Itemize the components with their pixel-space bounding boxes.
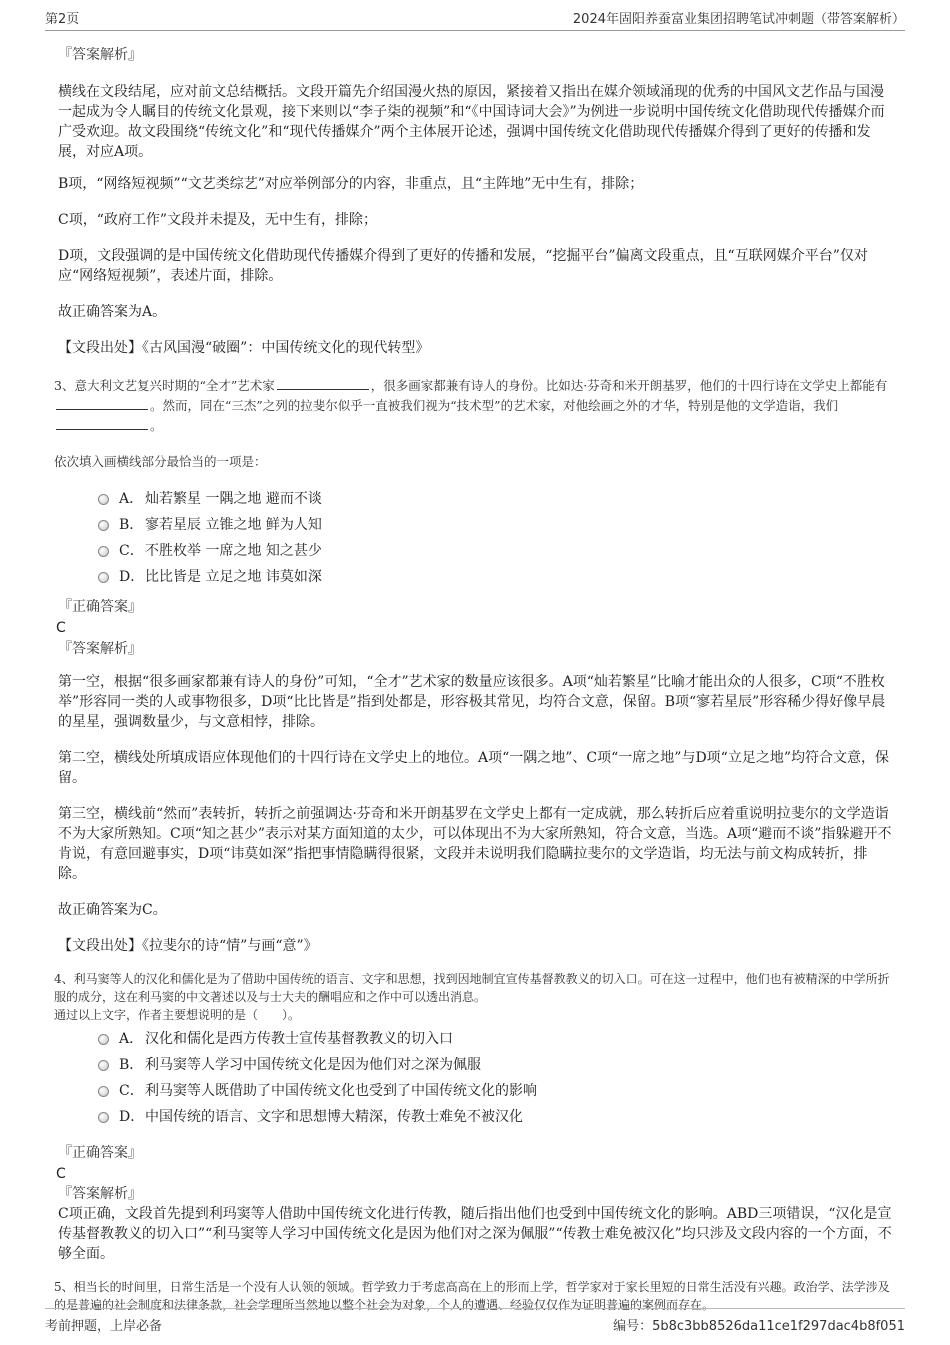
q2-conclusion: 故正确答案为A。	[58, 304, 167, 320]
q3-stem	[54, 376, 893, 436]
option-letter: A．	[119, 1031, 144, 1047]
q4-correct-label: 『正确答案』	[58, 1145, 142, 1161]
option-text: 汉化和儒化是西方传教士宣传基督教教义的切入口	[145, 1031, 453, 1047]
page-header	[45, 0, 905, 31]
q3-prompt: 依次填入画横线部分最恰当的一项是：	[54, 454, 267, 469]
q3-option-a[interactable]	[98, 486, 893, 512]
footer-slogan: 考前押题，上岸必备	[45, 1319, 163, 1334]
q2-source: 【文段出处】《古风国漫“破圈”：中国传统文化的现代转型》	[58, 340, 430, 356]
option-letter: A．	[119, 491, 144, 507]
q4-option-a[interactable]	[98, 1026, 893, 1052]
option-text: 中国传统的语言、文字和思想博大精深，传教士难免不被汉化	[145, 1109, 523, 1125]
q3-analysis-label: 『答案解析』	[58, 641, 142, 657]
page-footer	[45, 1308, 905, 1335]
document-code-value: 5b8c3bb8526da11ce1f297dac4b8f051	[652, 1319, 905, 1334]
q3-option-b[interactable]	[98, 512, 893, 538]
document-body	[54, 44, 893, 1314]
option-letter: B．	[119, 1057, 144, 1073]
q3-conclusion: 故正确答案为C。	[58, 902, 167, 918]
q3-option-d[interactable]	[98, 564, 893, 590]
option-text: 寥若星辰 立锥之地 鲜为人知	[145, 517, 322, 533]
q4-option-d[interactable]	[98, 1104, 893, 1130]
document-code	[613, 1315, 905, 1334]
option-letter: D．	[119, 569, 145, 585]
page-number: 第2页	[45, 12, 80, 27]
q3-stem-part: 3、意大利文艺复兴时期的“全才”艺术家	[54, 378, 275, 393]
option-text: 利马窦等人既借助了中国传统文化也受到了中国传统文化的影响	[145, 1083, 537, 1099]
q2-analysis-label: 『答案解析』	[58, 47, 142, 63]
q4-answer: C	[56, 1166, 66, 1182]
radio-icon[interactable]	[98, 1112, 109, 1123]
option-text: 比比皆是 立足之地 讳莫如深	[145, 569, 322, 585]
q4-options	[98, 1026, 893, 1130]
option-letter: C．	[119, 543, 144, 559]
q2-analysis-para: 横线在文段结尾，应对前文总结概括。文段开篇先介绍国漫火热的原因，紧接着又指出在媒介领域涌现的优秀的中国风文艺作品与国漫一起成为令人瞩目的传统文化景观，接下来则以“李子柒的视频”和“《中国诗词大会》”为例进一步说明中国传统文化借助现代传播媒介而广受欢迎。故文段围绕“传统文化”和“现代传播媒介”两个主体展开论述，强调中国传统文化借助现代传播媒介得到了更好的传播和发展，对应A项。	[58, 84, 885, 160]
q3-stem-part: ，很多画家都兼有诗人的身份。比如达·芬奇和米开朗基罗，他们的十四行诗在文学史上都能有	[370, 378, 888, 393]
option-text: 不胜枚举 一席之地 知之甚少	[145, 543, 322, 559]
q3-analysis-para: 第二空，横线处所填成语应体现他们的十四行诗在文学史上的地位。A项“一隅之地”、C项“一席之地”与D项“立足之地”均符合文意，保留。	[58, 750, 889, 786]
option-text: 利马窦等人学习中国传统文化是因为他们对之深为佩服	[145, 1057, 481, 1073]
option-letter: C．	[119, 1083, 144, 1099]
q3-option-c[interactable]	[98, 538, 893, 564]
radio-icon[interactable]	[98, 494, 109, 505]
q3-stem-part: 。然而，同在“三杰”之列的拉斐尔似乎一直被我们视为“技术型”的艺术家，对他绘画之外的才华，特别是他的文学造诣，我们	[150, 398, 839, 413]
radio-icon[interactable]	[98, 1060, 109, 1071]
radio-icon[interactable]	[98, 1086, 109, 1097]
q4-option-c[interactable]	[98, 1078, 893, 1104]
q3-answer: C	[56, 620, 66, 636]
q2-analysis-para: D项，文段强调的是中国传统文化借助现代传播媒介得到了更好的传播和发展，“挖掘平台”偏离文段重点，且“互联网媒介平台”仅对应“网络短视频”，表述片面，排除。	[58, 248, 868, 284]
fill-blank-2	[56, 397, 148, 410]
q4-analysis-label: 『答案解析』	[58, 1186, 142, 1202]
q3-stem-part: 。	[150, 418, 163, 433]
radio-icon[interactable]	[98, 1034, 109, 1045]
radio-icon[interactable]	[98, 546, 109, 557]
option-letter: D．	[119, 1109, 145, 1125]
q3-correct-label: 『正确答案』	[58, 599, 142, 615]
q3-source: 【文段出处】《拉斐尔的诗“情”与画“意”》	[58, 938, 318, 954]
fill-blank-3	[56, 417, 148, 430]
q4-option-b[interactable]	[98, 1052, 893, 1078]
option-text: 灿若繁星 一隅之地 避而不谈	[145, 491, 322, 507]
q3-options	[98, 486, 893, 590]
q4-prompt: 通过以上文字，作者主要想说明的是（ ）。	[54, 1008, 301, 1022]
q2-analysis-para: C项，“政府工作”文段并未提及，无中生有，排除；	[58, 212, 378, 228]
radio-icon[interactable]	[98, 572, 109, 583]
q2-analysis-para: B项，“网络短视频”“文艺类综艺”对应举例部分的内容，非重点，且“主阵地”无中生有，排除；	[58, 176, 644, 192]
radio-icon[interactable]	[98, 520, 109, 531]
q3-analysis-para: 第三空，横线前“然而”表转折，转折之前强调达·芬奇和米开朗基罗在文学史上都有一定成就，那么转折后应着重说明拉斐尔的文学造诣不为大家所熟知。C项“知之甚少”表示对某方面知道的太少，可以体现出不为大家所熟知，符合文意，当选。A项“避而不谈”指躲避开不肯说，有意回避事实，D项“讳莫如深”指把事情隐瞒得很紧，文段并未说明我们隐瞒拉斐尔的文学造诣，均无法与前文构成转折，排除。	[58, 806, 892, 882]
option-letter: B．	[119, 517, 144, 533]
q5-stem: 5、相当长的时间里，日常生活是一个没有人认领的领域。哲学致力于考虑高高在上的形而上学，哲学家对于家长里短的日常生活没有兴趣。政治学、法学涉及的是普遍的社会制度和法律条款，社会学理所当然地以整个社会为对象，个人的遭遇、经验仅仅作为证明普遍的案例而存在。	[54, 1280, 890, 1312]
q3-analysis-para: 第一空，根据“很多画家都兼有诗人的身份”可知，“全才”艺术家的数量应该很多。A项“灿若繁星”比喻才能出众的人很多，C项“不胜枚举”形容同一类的人或事物很多，D项“比比皆是”指到处都是，形容极其常见，均符合文意，保留。B项“寥若星辰”形容稀少得好像早晨的星星，强调数量少，与文意相悖，排除。	[58, 674, 886, 730]
document-code-label: 编号：	[613, 1319, 653, 1334]
fill-blank-1	[277, 377, 369, 390]
document-title: 2024年固阳养蚕富业集团招聘笔试冲刺题（带答案解析）	[572, 12, 905, 27]
q4-stem: 4、利马窦等人的汉化和儒化是为了借助中国传统的语言、文字和思想，找到因地制宜宣传基督教教义的切入口。可在这一过程中，他们也有被精深的中学所折服的成分，这在利马窦的中文著述以及与士大夫的酬唱应和之作中可以透出消息。	[54, 972, 890, 1004]
q4-analysis-para: C项正确，文段首先提到利玛窦等人借助中国传统文化进行传教，随后指出他们也受到中国传统文化的影响。ABD三项错误，“汉化是宣传基督教教义的切入口”“利马窦等人学习中国传统文化是因为他们对之深为佩服”“传教士难免被汉化”均只涉及文段内容的一个方面，不够全面。	[58, 1206, 892, 1262]
